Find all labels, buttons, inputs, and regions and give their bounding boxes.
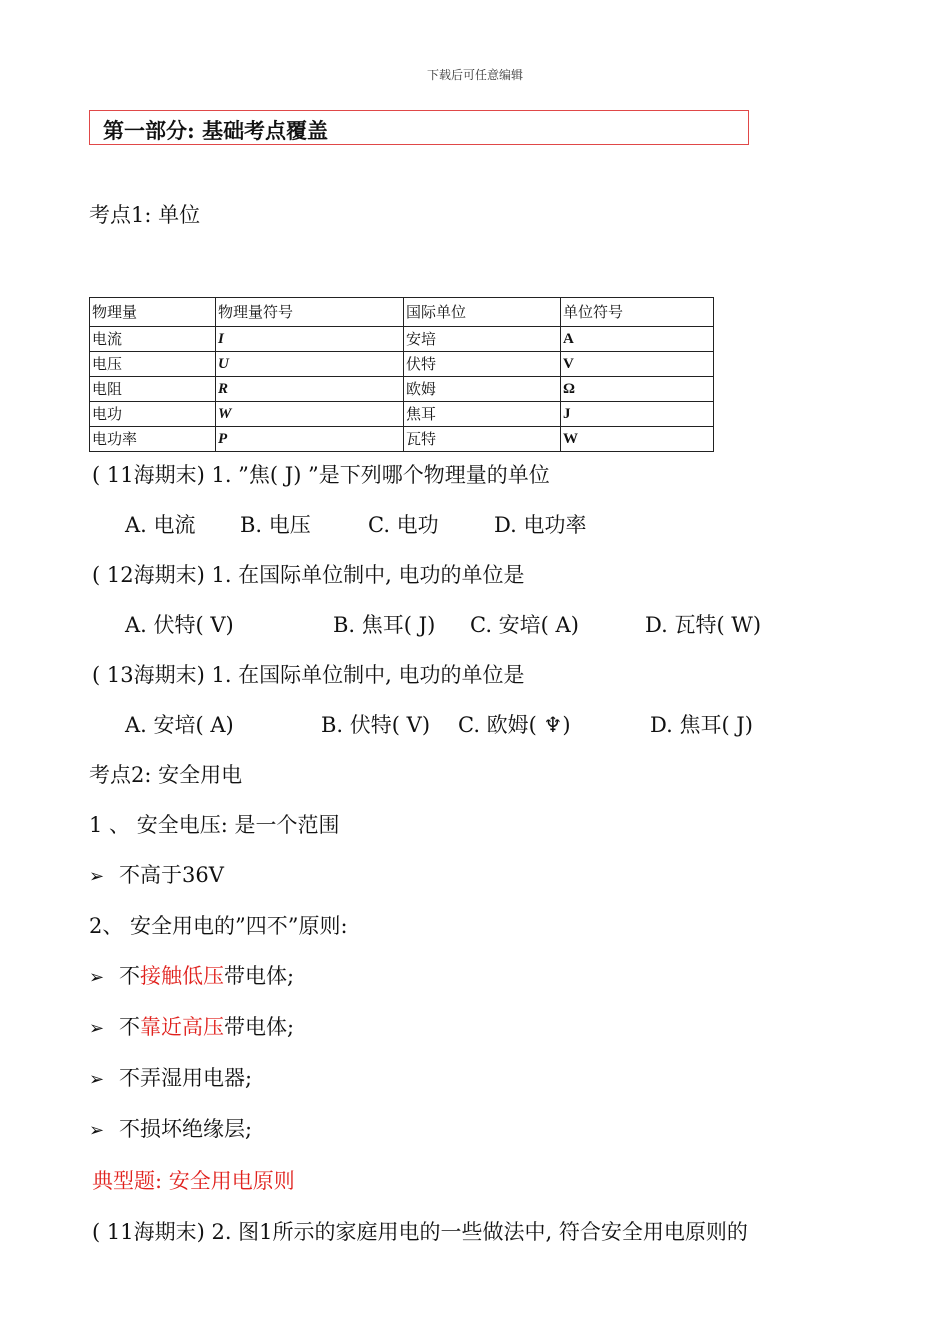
table-header-cell: 物理量 [90, 298, 216, 327]
list-item [89, 1062, 252, 1092]
table-cell: 电功 [90, 402, 216, 427]
table-cell: P [216, 427, 404, 452]
option-c: C. 电功 [368, 513, 439, 537]
rule-text: 不弄湿用电器; [119, 1066, 253, 1090]
list-item [89, 1011, 294, 1041]
rule-text: 不 [119, 964, 140, 988]
table-header-row [90, 298, 714, 327]
table-cell: 焦耳 [404, 402, 561, 427]
safe-voltage-heading: 1 、 安全电压: 是一个范围 [89, 813, 340, 837]
table-cell: 欧姆 [404, 377, 561, 402]
table-cell: I [216, 327, 404, 352]
option-c: C. 欧姆( ♆) [458, 713, 571, 737]
option-b: B. 伏特( V) [321, 713, 431, 737]
table-cell: 电流 [90, 327, 216, 352]
bullet-arrow-icon: ➢ [89, 967, 105, 988]
rule-highlight: 接触低压 [140, 964, 224, 988]
table-row [90, 402, 714, 427]
table-cell: W [216, 402, 404, 427]
question-stem: ( 11海期末) 1. ”焦( J) ”是下列哪个物理量的单位 [92, 463, 550, 487]
rule-text: 不损坏绝缘层; [119, 1117, 253, 1141]
rule-text: 不 [119, 1015, 140, 1039]
table-cell: J [561, 402, 714, 427]
section-title: 第一部分: 基础考点覆盖 [103, 118, 329, 143]
table-cell: R [216, 377, 404, 402]
table-cell: A [561, 327, 714, 352]
table-cell: Ω [561, 377, 714, 402]
question-stem: ( 11海期末) 2. 图1所示的家庭用电的一些做法中, 符合安全用电原则的 [92, 1220, 748, 1244]
question-stem: ( 12海期末) 1. 在国际单位制中, 电功的单位是 [92, 563, 525, 587]
header-note: 下载后可任意编辑 [426, 68, 523, 82]
table-cell: 瓦特 [404, 427, 561, 452]
table-cell: 安培 [404, 327, 561, 352]
list-item [89, 960, 294, 990]
question-stem: ( 13海期末) 1. 在国际单位制中, 电功的单位是 [92, 663, 525, 687]
option-b: B. 电压 [240, 513, 311, 537]
option-a: A. 电流 [125, 513, 196, 537]
list-item [89, 1113, 252, 1143]
section-title-box [89, 110, 749, 145]
table-cell: 电压 [90, 352, 216, 377]
topic1-title: 考点1: 单位 [89, 203, 201, 227]
question-options [0, 509, 950, 539]
bullet-arrow-icon: ➢ [89, 1069, 105, 1090]
bullet-arrow-icon: ➢ [89, 1018, 105, 1039]
bullet-arrow-icon: ➢ [89, 866, 105, 887]
topic2-title: 考点2: 安全用电 [89, 763, 243, 787]
rule-highlight: 靠近高压 [140, 1015, 224, 1039]
question-options [0, 709, 950, 739]
table-cell: 电功率 [90, 427, 216, 452]
table-row [90, 327, 714, 352]
option-d: D. 焦耳( J) [650, 713, 753, 737]
table-cell: V [561, 352, 714, 377]
table-cell: U [216, 352, 404, 377]
table-row [90, 377, 714, 402]
option-d: D. 瓦特( W) [645, 613, 762, 637]
bullet-arrow-icon: ➢ [89, 1120, 105, 1141]
option-b: B. 焦耳( J) [333, 613, 436, 637]
table-row [90, 352, 714, 377]
typical-question-title: 典型题: 安全用电原则 [92, 1169, 295, 1193]
table-header-cell: 单位符号 [561, 298, 714, 327]
table-row [90, 427, 714, 452]
list-item [89, 859, 224, 889]
rule-text: 带电体; [224, 964, 295, 988]
table-cell: 电阻 [90, 377, 216, 402]
rule-text: 带电体; [224, 1015, 295, 1039]
units-table [89, 297, 714, 452]
question-options [0, 609, 950, 639]
table-header-cell: 物理量符号 [216, 298, 404, 327]
option-a: A. 伏特( V) [125, 613, 234, 637]
table-header-cell: 国际单位 [404, 298, 561, 327]
option-d: D. 电功率 [494, 513, 587, 537]
list-item-text: 不高于36V [119, 863, 224, 887]
option-a: A. 安培( A) [125, 713, 234, 737]
four-rules-heading: 2、 安全用电的”四不”原则: [89, 914, 348, 938]
table-cell: 伏特 [404, 352, 561, 377]
table-cell: W [561, 427, 714, 452]
option-c: C. 安培( A) [470, 613, 579, 637]
